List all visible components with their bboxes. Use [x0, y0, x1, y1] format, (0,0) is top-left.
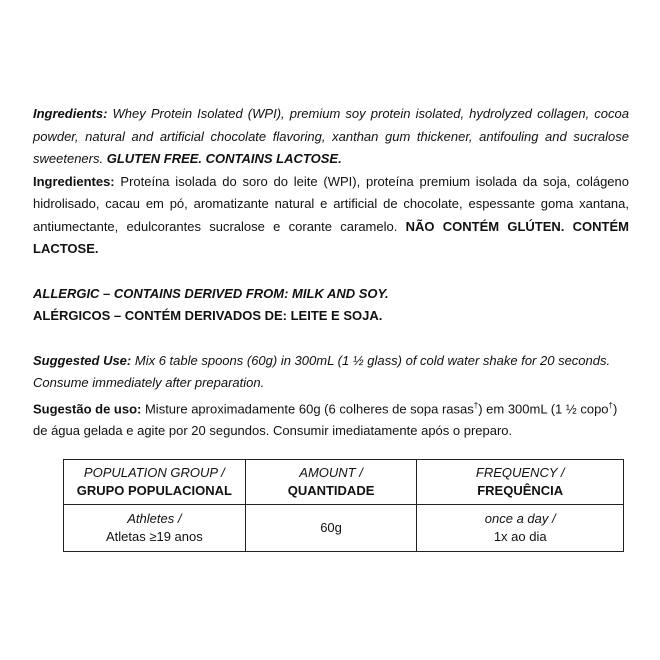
- cell-frequency: [417, 505, 624, 552]
- group-pt: Atletas ≥19 anos: [105, 529, 203, 544]
- dagger-mark-1: †: [473, 400, 479, 410]
- use-text-pt-b: ) em 300mL (1 ½ copo: [478, 400, 609, 416]
- cell-amount: [245, 505, 417, 552]
- header-population-en: POPULATION GROUP /: [83, 465, 225, 480]
- dagger-mark-2: †: [608, 400, 613, 410]
- header-amount: [245, 460, 417, 505]
- ingredients-portuguese: [33, 171, 629, 261]
- use-label-pt: Sugestão de uso:: [33, 400, 142, 416]
- dosage-table: [63, 459, 624, 552]
- group-en: Athletes /: [127, 511, 182, 526]
- suggested-use-portuguese: [33, 395, 629, 443]
- ingredients-label-pt: Ingredientes:: [33, 173, 115, 189]
- header-frequency-pt: FREQUÊNCIA: [477, 483, 564, 498]
- table-header-row: [64, 460, 624, 505]
- ingredients-label-en: Ingredients:: [33, 106, 108, 121]
- amount-value: 60g: [320, 520, 342, 535]
- ingredients-text-en: Whey Protein Isolated (WPI), premium soy protein isolated, hydrolyzed collagen, cocoa powder, natural and artificial chocolate flavoring, xanthan gum thickener, antifouling and sucralose sweeteners.: [33, 106, 629, 166]
- use-label-en: Suggested Use:: [33, 352, 132, 368]
- ingredients-emphasis-pt: NÃO CONTÉM GLÚTEN. CONTÉM LACTOSE.: [33, 218, 629, 256]
- label-content: [33, 103, 629, 443]
- allergic-text-pt: ALÉRGICOS – CONTÉM DERIVADOS DE: LEITE E SOJA.: [33, 308, 383, 323]
- allergic-portuguese: [33, 305, 629, 328]
- use-text-pt-a: Misture aproximadamente 60g (6 colheres de sopa rasas: [141, 400, 474, 416]
- header-frequency: [417, 460, 624, 505]
- header-population-pt: GRUPO POPULACIONAL: [76, 483, 232, 498]
- header-amount-pt: QUANTIDADE: [287, 483, 375, 498]
- suggested-use-english: [33, 350, 629, 395]
- ingredients-emphasis-en: GLUTEN FREE. CONTAINS LACTOSE.: [106, 151, 342, 166]
- use-text-en: Mix 6 table spoons (60g) in 300mL (1 ½ glass) of cold water shake for 20 seconds. Consume immediately after preparation.: [33, 352, 611, 390]
- use-text-pt-c: ) de água gelada e agite por 20 segundos. Consumir imediatamente após o preparo.: [33, 400, 618, 439]
- frequency-en: once a day /: [484, 511, 556, 526]
- allergic-english: [33, 283, 629, 306]
- allergic-text-en: ALLERGIC – CONTAINS DERIVED FROM: MILK AND SOY.: [33, 285, 389, 301]
- frequency-pt: 1x ao dia: [493, 529, 547, 544]
- table-row: [64, 505, 624, 552]
- header-amount-en: AMOUNT /: [299, 465, 363, 480]
- header-frequency-en: FREQUENCY /: [475, 465, 565, 480]
- cell-population-group: [64, 505, 246, 552]
- ingredients-english: [33, 103, 629, 171]
- ingredients-text-pt: Proteína isolada do soro do leite (WPI), proteína premium isolada da soja, colágeno hidrolisado, cacau em pó, aromatizante natural e artificial de chocolate, espessante goma xantana, antiumectante, edulcorantes sucralose e corante caramelo.: [33, 173, 629, 234]
- header-population-group: [64, 460, 246, 505]
